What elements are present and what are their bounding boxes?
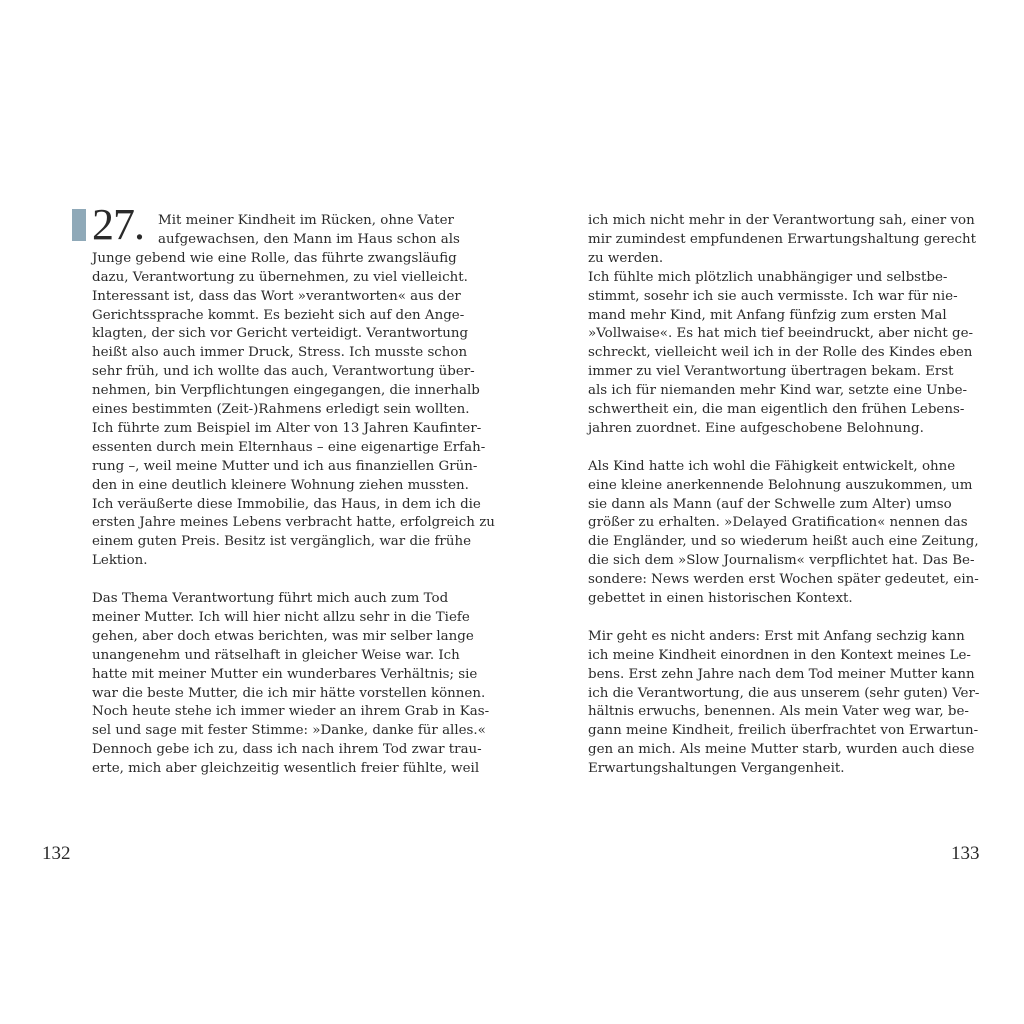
- text-line: rung –, weil meine Mutter und ich aus finanziellen Grün-: [92, 458, 478, 474]
- text-line: hatte mit meiner Mutter ein wunderbares Verhältnis; sie: [92, 666, 478, 682]
- text-line: die sich dem »Slow Journalism« verpflichtet hat. Das Be-: [588, 553, 975, 569]
- text-line: klagten, der sich vor Gericht verteidigt. Verantwortung: [92, 326, 469, 342]
- text-line: Noch heute stehe ich immer wieder an ihrem Grab in Kas-: [92, 704, 490, 720]
- text-line: dazu, Verantwortung zu übernehmen, zu viel vielleicht.: [92, 269, 468, 285]
- text-line: stimmt, sosehr ich sie auch vermisste. Ich war für nie-: [588, 288, 958, 304]
- text-line: meiner Mutter. Ich will hier nicht allzu sehr in die Tiefe: [92, 609, 470, 625]
- text-line: Dennoch gebe ich zu, dass ich nach ihrem Tod zwar trau-: [92, 742, 482, 758]
- text-line: essenten durch mein Elternhaus – eine eigenartige Erfah-: [92, 439, 486, 455]
- text-line: Als Kind hatte ich wohl die Fähigkeit entwickelt, ohne: [588, 458, 956, 474]
- text-line: Interessant ist, dass das Wort »verantworten« aus der: [92, 288, 461, 304]
- text-line: mand mehr Kind, mit Anfang fünfzig zum ersten Mal: [588, 307, 947, 323]
- text-line: den in eine deutlich kleinere Wohnung ziehen mussten.: [92, 477, 469, 493]
- text-line: erte, mich aber gleichzeitig wesentlich freier fühlte, weil: [92, 761, 480, 777]
- text-line: gen an mich. Als meine Mutter starb, wurden auch diese: [588, 742, 975, 758]
- text-line: größer zu erhalten. »Delayed Gratification« nennen das: [588, 515, 968, 531]
- text-line: die Engländer, und so wiederum heißt auch eine Zeitung,: [588, 534, 979, 550]
- right-page: [512, 0, 1024, 1024]
- text-line: immer zu viel Verantwortung übertragen bekam. Erst: [588, 364, 954, 380]
- text-line: Mir geht es nicht anders: Erst mit Anfang sechzig kann: [588, 628, 965, 644]
- text-line: sie dann als Mann (auf der Schwelle zum Alter) umso: [588, 496, 952, 512]
- text-line: heißt also auch immer Druck, Stress. Ich musste schon: [92, 345, 468, 361]
- text-line: mir zumindest empfundenen Erwartungshaltung gerecht: [588, 231, 977, 247]
- text-line: sondere: News werden erst Wochen später gedeutet, ein-: [588, 572, 979, 588]
- text-line: sel und sage mit fester Stimme: »Danke, danke für alles.«: [92, 723, 486, 739]
- chapter-number: 27.: [92, 200, 144, 249]
- text-line: eines bestimmten (Zeit-)Rahmens erledigt sein wollten.: [92, 402, 470, 417]
- text-line: Mit meiner Kindheit im Rücken, ohne Vater: [158, 213, 454, 228]
- text-line: einem guten Preis. Besitz ist vergänglich, war die frühe: [92, 534, 472, 550]
- text-line: schreckt, vielleicht weil ich in der Rolle des Kindes eben: [588, 345, 973, 361]
- text-line: »Vollwaise«. Es hat mich tief beeindruckt, aber nicht ge-: [588, 326, 974, 342]
- text-line: Ich veräußerte diese Immobilie, das Haus, in dem ich die: [92, 496, 481, 512]
- text-line: ich die Verantwortung, die aus unserem (sehr guten) Ver-: [588, 685, 980, 701]
- text-line: jahren zuordnet. Eine aufgeschobene Belohnung.: [588, 420, 924, 436]
- text-line: Lektion.: [92, 553, 148, 569]
- text-line: bens. Erst zehn Jahre nach dem Tod meiner Mutter kann: [588, 666, 975, 682]
- page-number-left: 132: [42, 843, 71, 864]
- text-line: unangenehm und rätselhaft in gleicher Weise war. Ich: [92, 647, 460, 663]
- text-line: war die beste Mutter, die ich mir hätte vorstellen können.: [92, 685, 486, 701]
- text-line: Erwartungshaltungen Vergangenheit.: [588, 761, 845, 777]
- text-line: gehen, aber doch etwas berichten, was mir selber lange: [92, 628, 474, 644]
- chapter-marker: [72, 209, 86, 241]
- text-line: Das Thema Verantwortung führt mich auch zum Tod: [92, 591, 449, 606]
- text-line: Gerichtssprache kommt. Es bezieht sich auf den Ange-: [92, 307, 465, 323]
- text-line: ich mich nicht mehr in der Verantwortung sah, einer von: [588, 213, 975, 228]
- text-line: hältnis erwuchs, benennen. Als mein Vater weg war, be-: [588, 704, 969, 720]
- text-line: nehmen, bin Verpflichtungen eingegangen, die innerhalb: [92, 383, 480, 399]
- text-line: Ich fühlte mich plötzlich unabhängiger und selbstbe-: [588, 269, 948, 285]
- text-line: Ich führte zum Beispiel im Alter von 13 Jahren Kaufinter-: [92, 420, 482, 436]
- text-line: gebettet in einen historischen Kontext.: [588, 591, 853, 606]
- page-number-right: 133: [951, 843, 980, 864]
- text-line: eine kleine anerkennende Belohnung auszukommen, um: [588, 477, 973, 493]
- text-line: aufgewachsen, den Mann im Haus schon als: [158, 231, 460, 247]
- text-line: ersten Jahre meines Lebens verbracht hatte, erfolgreich zu: [92, 515, 495, 531]
- text-line: sehr früh, und ich wollte das auch, Verantwortung über-: [92, 364, 475, 380]
- text-line: zu werden.: [588, 250, 664, 266]
- text-line: als ich für niemanden mehr Kind war, setzte eine Unbe-: [588, 383, 968, 399]
- text-line: ich meine Kindheit einordnen in den Kontext meines Le-: [588, 647, 971, 663]
- text-line: schwertheit ein, die man eigentlich den frühen Lebens-: [588, 402, 965, 417]
- text-line: gann meine Kindheit, freilich überfrachtet von Erwartun-: [588, 723, 979, 739]
- text-line: Junge gebend wie eine Rolle, das führte zwangsläufig: [92, 250, 457, 266]
